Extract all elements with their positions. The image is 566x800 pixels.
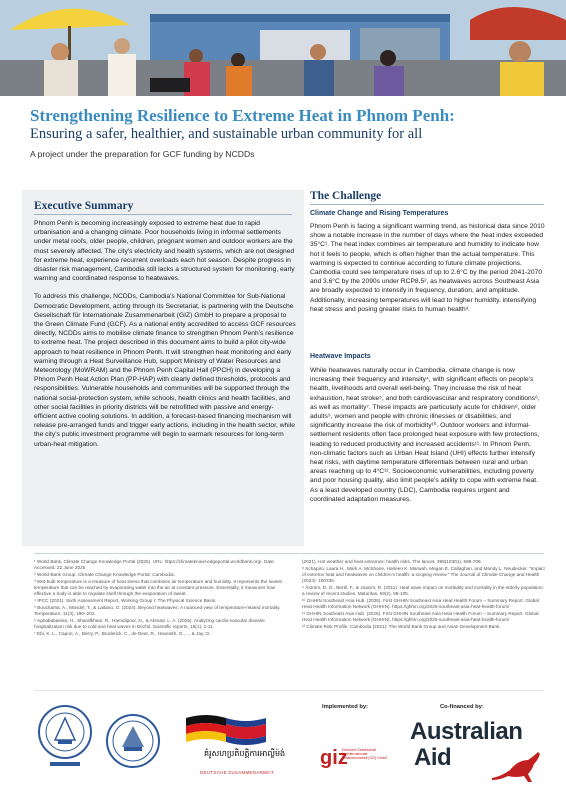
footnote: ⁷ Ebi, K. L., Capon, A., Berry, P., Broderick, C., de Dear, R., Havenith, G., ... & Jay, O. <box>34 630 211 636</box>
challenge-paragraph: Phnom Penh is facing a significant warming trend, as historical data since 2010 show a notable increase in the number of days where the heat index exceeded 35°C¹. The heat index combines air temperature and humidity to indicate how hot it feels to people, which is often higher than the actual temperature. This warming is expected to continue according to future climate projections. Cambodia could see temperature rises of up to 2.6°C by the period 2041-2070 and 3.6°C by the 2090s under RCP8.5², as heatwaves across Southeast Asia are broadly expected to intensify in frequency, duration, and amplitude. Additionally, increasing temperatures will lead to higher humidity, intensifying heat stress and posing greater risks to human health³. <box>310 223 545 313</box>
summary-paragraph: Phnom Penh is becoming increasingly exposed to extreme heat due to rapid urbanisation and a changing climate. Poor households living in informal settlements under metal roofs, older people, children, pregnant women and outdoor workers are the most severely affected. The city’s electricity and health systems, which are not designed for extreme heat, experience recurrent overloads each hot season. Despite progress in disaster risk management, Cambodia still lacks a structured system for monitoring, early warning and coordinated response to heatwaves. <box>34 220 295 283</box>
page-tagline: A project under the preparation for GCF funding by NCDDs <box>30 149 255 159</box>
footnotes-left <box>34 559 284 637</box>
ministry-seal-logo <box>36 702 94 770</box>
footnote: ¹² Climate Risk Profile: Cambodia (2021): The World Bank Group and Asian Development Bank. <box>302 623 501 629</box>
divider <box>310 204 544 205</box>
giz-wordmark: giz <box>320 747 348 769</box>
impacts-paragraph: While heatwaves naturally occur in Cambodia, climate change is now increasing their frequency and intensity⁴, with significant effects on people’s health, livelihoods and overall well-being. They increase the risk of heat exhaustion, heat stroke⁵, and both cardiovascular and respiratory conditions⁶, as well as mortality⁷. These impacts are particularly acute for children⁸, older adults⁹, women and people with chronic illnesses or disabilities, and significantly increase the risk of morbidity¹⁰. Outdoor workers and informal-settlement residents often face prolonged heat exposure with few protections, leading to reduced productivity and increased accidents¹¹. In Phnom Penh, non-climatic factors such as Urban Heat Island (UHI) effects further intensify heat risks, with daytime temperature differentials between rural and urban areas reaching up to 4°C¹². Socioeconomic vulnerabilities, including poverty and poor housing quality, also limit people’s ability to cope with extreme heat. As a least developed country (LDC), Cambodia requires urgent and coordinated adaptation measures. <box>310 367 540 503</box>
executive-summary-heading: Executive Summary <box>34 200 134 212</box>
kangaroo-icon <box>488 748 546 784</box>
giz-text-line: Deutsche Gesellschaft <box>342 748 376 752</box>
subheading-impacts: Heatwave Impacts <box>310 353 371 360</box>
divider <box>34 214 292 215</box>
footnote: ¹¹ GHHIN Southeast Asia Hub. (2025). First GHHIN Southeast Asia Heat Health Forum – Summary Report. Global Heat Health Information Network (GHHIN). https://ghhin.org/2025-southeast-asia-heat-health-forum/ <box>302 610 539 623</box>
page-title: Strengthening Resilience to Extreme Heat in Phnom Penh: <box>30 106 455 125</box>
footnote: ⁵ Bouchama, A., Mündel, T., & Laitano, O. (2024). Beyond heatwaves: A nuanced view of temperature-related mortality. Temperature, 11(3), 190–202. <box>34 604 281 616</box>
giz-text-line: für Internationale <box>342 752 368 757</box>
german-cooperation-khmer: គំរូសហប្រតិបត្តិការអាល្លឺម៉ង់ <box>204 749 286 758</box>
footnote: ⁴ IPCC (2021). Sixth Assessment Report, Working Group I: The Physical Science Basis. <box>34 597 217 603</box>
footnote: ² World Bank Group. Climate Change Knowledge Portal: Cambodia. <box>34 571 175 577</box>
australian-aid-logo <box>410 718 556 788</box>
ncdd-seal-logo <box>104 712 162 770</box>
footnote: ⁶ Aghababaeian, H., Sharafkhani, R., Hamidipour, N., & Ahmad, L. A. (2025). Analyzing cardio-vascular disease hospitalization risk due to cold and heat waves in Dezful. Scientific reports, 15(1), 1-11. <box>34 617 265 629</box>
footnotes-right <box>302 559 546 631</box>
summary-paragraph: To address this challenge, NCDDs, Cambodia’s National Committee for Sub-National Democratic Development, acting through its Secretariat, is partnering with the Deutsche Gesellschaft für Internationale Zusammenarbeit (GIZ) GmbH to prepare a proposal to the Green Climate Fund (GCF). As a national entity accredited to access GCF resources directly, NCDDs aims to mobilise climate finance to strengthen Phnom Penh’s resilience to extreme heat. The project described in this document aims to build a pilot city-wide approach to heat resilience in Phnom Penh. It will strengthen heat monitoring and early warning through a Heat Surveillance Hub, support Ministry of Water Resources and Meteorology (MoWRAM) and the Phnom Penh Capital Hall (PPCH) in developing a Phnom Penh Heat Action Plan (PP-HAP) with clearly defined thresholds, protocols and responsibilities. Vulnerable households and communities will be supported through the national social-protection system, while schools, health clinics and health facilities, and other social facilities in priority districts will be retrofitted with passive and energy-efficient active cooling solutions. In addition, a forecast-based financing mechanism will release pre-arranged funds and trigger early actions, including in the health sector, while the city’s public investment programme will begin to earmark resources for long-term urban-heat mitigation. <box>34 293 296 448</box>
australian-aid-line2: Aid <box>414 744 452 771</box>
giz-text-line: Zusammenarbeit (GIZ) GmbH <box>342 756 388 761</box>
page-subtitle: Ensuring a safer, healthier, and sustainable urban community for all <box>30 126 423 142</box>
subheading-climate: Climate Change and Rising Temperatures <box>310 210 449 217</box>
footnote: ¹⁰ GHHIN Southeast Asia Hub. (2025). First GHHIN Southeast Asia Heat Health Forum – Summary Report. Global Heat Health Information Network (GHHIN). https://ghhin.org/2025-southeast-asia-heat-health-forum/ <box>302 597 539 610</box>
german-cooperation-label: DEUTSCHE ZUSAMMENARBEIT <box>200 770 275 775</box>
implemented-by-label: Implemented by: <box>322 704 369 710</box>
australian-aid-line1: Australian <box>410 718 523 745</box>
hero-photo <box>0 0 566 96</box>
footnote: ⁹ Åström, D. O., Bertil, F., & Joacim, R. (2011). Heat wave impact on morbidity and mortality in the elderly population: a review of recent studies. Maturitas, 69(2), 99-105. <box>302 584 544 597</box>
challenge-heading: The Challenge <box>310 190 382 202</box>
footnote: (2021). Hot weather and heat extremes: health risks. The lancet, 398(10301), 698-708. <box>302 559 482 564</box>
footnote: ³ Wet-bulb temperature is a measure of heat stress that combines air temperature and humidity. It represents the lowest temperature that can be reached by evaporating water into the air at constant pressure. Essentially, it measures how effective a body is able to regulate itself through the evaporation of sweat. <box>34 578 282 597</box>
executive-summary-body <box>34 219 296 458</box>
street-scene-illustration <box>0 0 566 96</box>
german-cambodian-flag-icon <box>186 712 266 748</box>
footnote-divider <box>34 553 544 554</box>
footnote: ¹ World Bank, Climate Change Knowledge Portal (2025). URL: https://climateknowl-edgeportal.worldbank.org/. Date Accessed: 22 June 2025 <box>34 559 274 571</box>
giz-full-name <box>342 748 387 761</box>
co-financed-by-label: Co-financed by: <box>440 704 484 710</box>
german-cooperation-logo <box>186 712 286 780</box>
footnote: ⁸ Schapiro, Laura H., Mark A. McShane, Harleen K. Marwah, Megan E. Callaghan, and Mandy L. Neudecker. "Impact of extreme heat and heatwaves on children’s health: a scoping review." The Journal of Climate Change and Health (2024): 100335. <box>302 565 545 584</box>
footer-divider <box>34 690 544 691</box>
